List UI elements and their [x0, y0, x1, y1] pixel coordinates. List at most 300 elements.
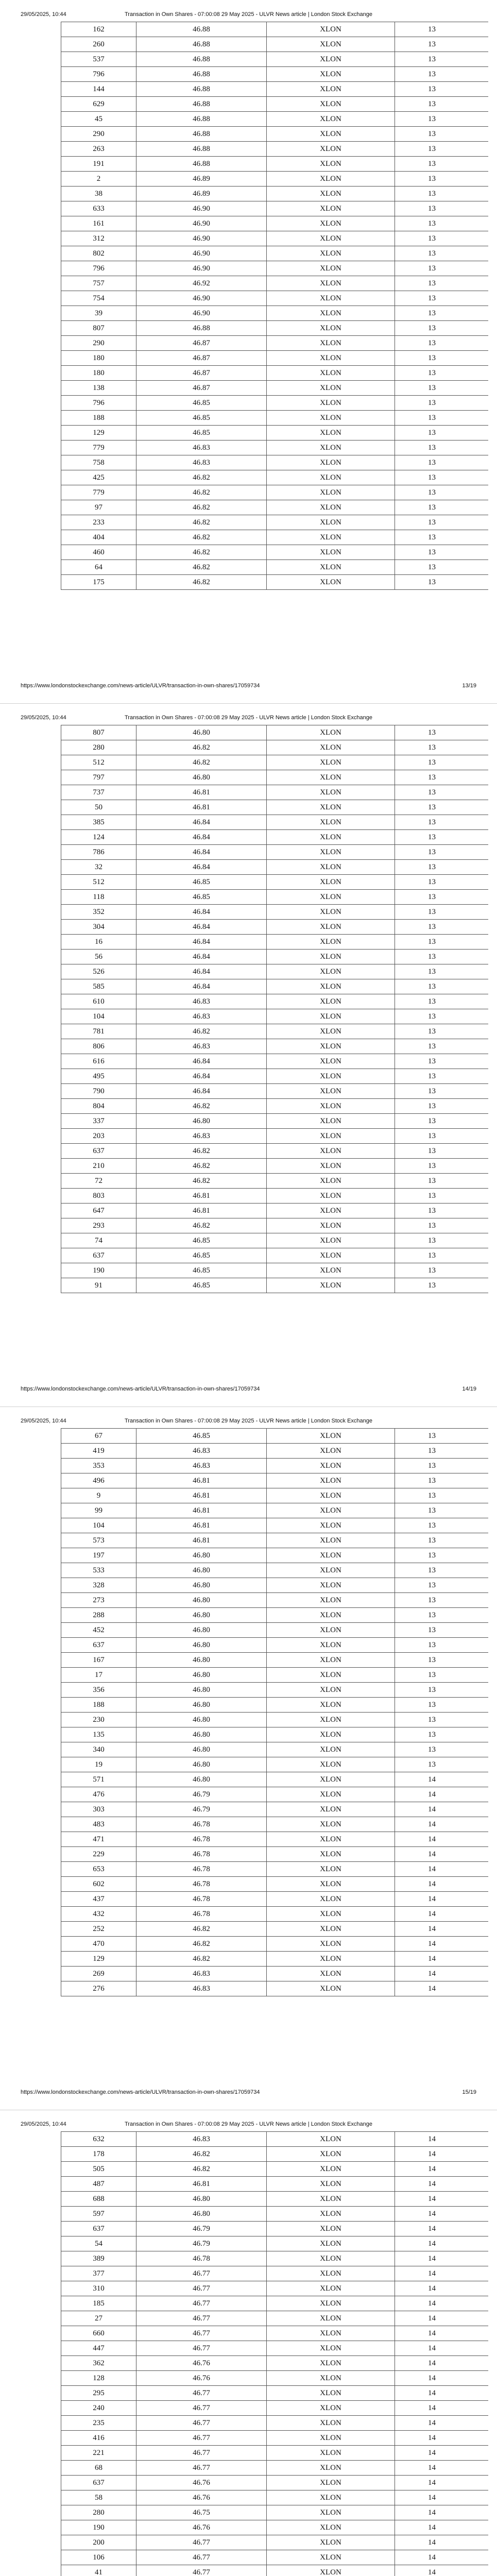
- price-cell: 46.77: [136, 2386, 267, 2401]
- volume-cell: 312: [61, 231, 136, 246]
- volume-cell: 50: [61, 800, 136, 815]
- volume-cell: 597: [61, 2207, 136, 2222]
- price-cell: 46.85: [136, 1278, 267, 1293]
- price-cell: 46.78: [136, 1832, 267, 1847]
- time-cell: 13: [395, 1608, 489, 1623]
- table-row: [61, 2207, 489, 2222]
- venue-cell: XLON: [267, 1488, 395, 1503]
- venue-cell: XLON: [267, 1429, 395, 1444]
- time-cell: 13: [395, 1114, 489, 1129]
- table-row: [61, 1981, 489, 1996]
- time-cell: 14: [395, 2177, 489, 2192]
- price-cell: 46.81: [136, 1204, 267, 1218]
- price-cell: 46.78: [136, 1892, 267, 1907]
- time-cell: 14: [395, 1847, 489, 1862]
- table-row: [61, 1742, 489, 1757]
- price-cell: 46.80: [136, 1668, 267, 1683]
- volume-cell: 353: [61, 1459, 136, 1473]
- volume-cell: 263: [61, 142, 136, 157]
- volume-cell: 425: [61, 470, 136, 485]
- table-row: [61, 411, 489, 426]
- volume-cell: 470: [61, 1937, 136, 1952]
- volume-cell: 106: [61, 2550, 136, 2565]
- price-cell: 46.90: [136, 306, 267, 321]
- volume-cell: 280: [61, 740, 136, 755]
- price-cell: 46.82: [136, 500, 267, 515]
- table-row: [61, 2147, 489, 2162]
- price-cell: 46.82: [136, 1024, 267, 1039]
- volume-cell: 337: [61, 1114, 136, 1129]
- venue-cell: XLON: [267, 1548, 395, 1563]
- time-cell: 14: [395, 1832, 489, 1847]
- table-row: [61, 351, 489, 366]
- table-row: [61, 1862, 489, 1877]
- venue-cell: XLON: [267, 1189, 395, 1204]
- volume-cell: 180: [61, 351, 136, 366]
- time-cell: 14: [395, 2401, 489, 2416]
- venue-cell: XLON: [267, 1248, 395, 1263]
- volume-cell: 602: [61, 1877, 136, 1892]
- price-cell: 46.75: [136, 2505, 267, 2520]
- venue-cell: XLON: [267, 2132, 395, 2147]
- time-cell: 13: [395, 1548, 489, 1563]
- price-cell: 46.80: [136, 1623, 267, 1638]
- time-cell: 13: [395, 1233, 489, 1248]
- price-cell: 46.77: [136, 2281, 267, 2296]
- price-cell: 46.82: [136, 1159, 267, 1174]
- time-cell: 13: [395, 411, 489, 426]
- volume-cell: 138: [61, 381, 136, 396]
- price-cell: 46.76: [136, 2476, 267, 2490]
- price-cell: 46.82: [136, 740, 267, 755]
- venue-cell: XLON: [267, 1787, 395, 1802]
- price-cell: 46.80: [136, 1757, 267, 1772]
- volume-cell: 512: [61, 755, 136, 770]
- price-cell: 46.80: [136, 1563, 267, 1578]
- price-cell: 46.82: [136, 515, 267, 530]
- volume-cell: 737: [61, 785, 136, 800]
- price-cell: 46.77: [136, 2326, 267, 2341]
- time-cell: 13: [395, 112, 489, 127]
- venue-cell: XLON: [267, 500, 395, 515]
- table-row: [61, 2296, 489, 2311]
- venue-cell: XLON: [267, 994, 395, 1009]
- time-cell: 14: [395, 1892, 489, 1907]
- price-cell: 46.77: [136, 2431, 267, 2446]
- volume-cell: 512: [61, 875, 136, 890]
- price-cell: 46.78: [136, 1877, 267, 1892]
- time-cell: 13: [395, 1024, 489, 1039]
- venue-cell: XLON: [267, 1952, 395, 1967]
- venue-cell: XLON: [267, 2401, 395, 2416]
- table-row: [61, 470, 489, 485]
- venue-cell: XLON: [267, 860, 395, 875]
- venue-cell: XLON: [267, 1578, 395, 1593]
- table-row: [61, 2386, 489, 2401]
- table-row: [61, 37, 489, 52]
- time-cell: 13: [395, 52, 489, 67]
- price-cell: 46.85: [136, 1233, 267, 1248]
- table-row: [61, 2177, 489, 2192]
- table-row: [61, 994, 489, 1009]
- table-row: [61, 2132, 489, 2147]
- volume-cell: 688: [61, 2192, 136, 2207]
- volume-cell: 460: [61, 545, 136, 560]
- price-cell: 46.77: [136, 2401, 267, 2416]
- table-row: [61, 1967, 489, 1981]
- page-number: 14/19: [462, 1386, 476, 1392]
- price-cell: 46.77: [136, 2446, 267, 2461]
- venue-cell: XLON: [267, 127, 395, 142]
- volume-cell: 505: [61, 2162, 136, 2177]
- price-cell: 46.88: [136, 82, 267, 97]
- table-row: [61, 1218, 489, 1233]
- volume-cell: 571: [61, 1772, 136, 1787]
- price-cell: 46.83: [136, 1129, 267, 1144]
- venue-cell: XLON: [267, 1653, 395, 1668]
- time-cell: 13: [395, 366, 489, 381]
- price-cell: 46.82: [136, 530, 267, 545]
- table-row: [61, 306, 489, 321]
- price-cell: 46.82: [136, 1218, 267, 1233]
- price-cell: 46.80: [136, 1772, 267, 1787]
- venue-cell: XLON: [267, 1024, 395, 1039]
- print-footer: [0, 683, 497, 691]
- time-cell: 13: [395, 1638, 489, 1653]
- price-cell: 46.80: [136, 1578, 267, 1593]
- table-row: [61, 1683, 489, 1698]
- price-cell: 46.78: [136, 1847, 267, 1862]
- time-cell: 13: [395, 396, 489, 411]
- price-cell: 46.85: [136, 411, 267, 426]
- price-cell: 46.82: [136, 575, 267, 590]
- page-number: 15/19: [462, 2089, 476, 2095]
- volume-cell: 273: [61, 1593, 136, 1608]
- price-cell: 46.82: [136, 1144, 267, 1159]
- transactions-table-wrapper: [61, 725, 488, 1366]
- venue-cell: XLON: [267, 1922, 395, 1937]
- time-cell: 14: [395, 2281, 489, 2296]
- venue-cell: XLON: [267, 1218, 395, 1233]
- time-cell: 13: [395, 935, 489, 950]
- venue-cell: XLON: [267, 979, 395, 994]
- volume-cell: 796: [61, 67, 136, 82]
- table-row: [61, 1952, 489, 1967]
- price-cell: 46.85: [136, 890, 267, 905]
- volume-cell: 758: [61, 455, 136, 470]
- price-cell: 46.82: [136, 545, 267, 560]
- price-cell: 46.84: [136, 905, 267, 920]
- price-cell: 46.81: [136, 1189, 267, 1204]
- table-row: [61, 231, 489, 246]
- time-cell: 14: [395, 2461, 489, 2476]
- table-row: [61, 1248, 489, 1263]
- table-row: [61, 920, 489, 935]
- table-row: [61, 1069, 489, 1084]
- time-cell: 13: [395, 82, 489, 97]
- time-cell: 13: [395, 740, 489, 755]
- time-cell: 13: [395, 1009, 489, 1024]
- transactions-table-wrapper: [61, 2131, 488, 2576]
- venue-cell: XLON: [267, 1503, 395, 1518]
- time-cell: 13: [395, 1099, 489, 1114]
- time-cell: 13: [395, 1593, 489, 1608]
- volume-cell: 135: [61, 1727, 136, 1742]
- venue-cell: XLON: [267, 1009, 395, 1024]
- venue-cell: XLON: [267, 2520, 395, 2535]
- volume-cell: 757: [61, 276, 136, 291]
- time-cell: 13: [395, 770, 489, 785]
- price-cell: 46.81: [136, 2177, 267, 2192]
- table-row: [61, 875, 489, 890]
- time-cell: 13: [395, 306, 489, 321]
- price-cell: 46.84: [136, 935, 267, 950]
- volume-cell: 74: [61, 1233, 136, 1248]
- table-row: [61, 1488, 489, 1503]
- print-header: [0, 715, 497, 723]
- venue-cell: XLON: [267, 1967, 395, 1981]
- time-cell: 14: [395, 2296, 489, 2311]
- table-row: [61, 890, 489, 905]
- volume-cell: 252: [61, 1922, 136, 1937]
- venue-cell: XLON: [267, 2296, 395, 2311]
- time-cell: 13: [395, 1069, 489, 1084]
- volume-cell: 290: [61, 127, 136, 142]
- print-header: [0, 2121, 497, 2129]
- table-row: [61, 1278, 489, 1293]
- table-row: [61, 1578, 489, 1593]
- price-cell: 46.80: [136, 770, 267, 785]
- venue-cell: XLON: [267, 2236, 395, 2251]
- table-row: [61, 2446, 489, 2461]
- time-cell: 13: [395, 321, 489, 336]
- time-cell: 13: [395, 381, 489, 396]
- time-cell: 13: [395, 875, 489, 890]
- time-cell: 13: [395, 97, 489, 112]
- time-cell: 13: [395, 470, 489, 485]
- venue-cell: XLON: [267, 2476, 395, 2490]
- price-cell: 46.90: [136, 246, 267, 261]
- price-cell: 46.84: [136, 860, 267, 875]
- print-footer: [0, 2089, 497, 2097]
- table-row: [61, 2222, 489, 2236]
- venue-cell: XLON: [267, 97, 395, 112]
- venue-cell: XLON: [267, 1069, 395, 1084]
- price-cell: 46.85: [136, 1248, 267, 1263]
- time-cell: 13: [395, 1204, 489, 1218]
- table-row: [61, 770, 489, 785]
- venue-cell: XLON: [267, 1174, 395, 1189]
- venue-cell: XLON: [267, 1233, 395, 1248]
- venue-cell: XLON: [267, 82, 395, 97]
- transactions-table: [61, 725, 488, 1293]
- time-cell: 14: [395, 2147, 489, 2162]
- volume-cell: 806: [61, 1039, 136, 1054]
- venue-cell: XLON: [267, 2490, 395, 2505]
- volume-cell: 389: [61, 2251, 136, 2266]
- venue-cell: XLON: [267, 1892, 395, 1907]
- time-cell: 14: [395, 1862, 489, 1877]
- volume-cell: 54: [61, 2236, 136, 2251]
- table-row: [61, 1727, 489, 1742]
- price-cell: 46.88: [136, 127, 267, 142]
- venue-cell: XLON: [267, 800, 395, 815]
- volume-cell: 19: [61, 1757, 136, 1772]
- volume-cell: 483: [61, 1817, 136, 1832]
- time-cell: 13: [395, 351, 489, 366]
- table-row: [61, 1847, 489, 1862]
- table-row: [61, 845, 489, 860]
- time-cell: 13: [395, 860, 489, 875]
- price-cell: 46.84: [136, 920, 267, 935]
- venue-cell: XLON: [267, 964, 395, 979]
- price-cell: 46.83: [136, 2132, 267, 2147]
- venue-cell: XLON: [267, 830, 395, 845]
- volume-cell: 637: [61, 2476, 136, 2490]
- venue-cell: XLON: [267, 1459, 395, 1473]
- table-row: [61, 2341, 489, 2356]
- time-cell: 13: [395, 231, 489, 246]
- table-row: [61, 800, 489, 815]
- table-row: [61, 276, 489, 291]
- time-cell: 14: [395, 2162, 489, 2177]
- price-cell: 46.84: [136, 815, 267, 830]
- time-cell: 13: [395, 815, 489, 830]
- time-cell: 13: [395, 216, 489, 231]
- venue-cell: XLON: [267, 440, 395, 455]
- table-row: [61, 1533, 489, 1548]
- time-cell: 13: [395, 1054, 489, 1069]
- price-cell: 46.84: [136, 979, 267, 994]
- time-cell: 14: [395, 1787, 489, 1802]
- venue-cell: XLON: [267, 2326, 395, 2341]
- table-row: [61, 1039, 489, 1054]
- venue-cell: XLON: [267, 785, 395, 800]
- price-cell: 46.89: [136, 172, 267, 187]
- table-row: [61, 815, 489, 830]
- transactions-table: [61, 1428, 488, 1996]
- time-cell: 13: [395, 1623, 489, 1638]
- volume-cell: 310: [61, 2281, 136, 2296]
- price-cell: 46.82: [136, 2147, 267, 2162]
- volume-cell: 585: [61, 979, 136, 994]
- table-row: [61, 22, 489, 37]
- price-cell: 46.83: [136, 1967, 267, 1981]
- volume-cell: 437: [61, 1892, 136, 1907]
- table-row: [61, 1668, 489, 1683]
- table-row: [61, 2371, 489, 2386]
- volume-cell: 304: [61, 920, 136, 935]
- time-cell: 14: [395, 2446, 489, 2461]
- table-row: [61, 2326, 489, 2341]
- table-row: [61, 396, 489, 411]
- venue-cell: XLON: [267, 2505, 395, 2520]
- time-cell: 13: [395, 1563, 489, 1578]
- price-cell: 46.82: [136, 1952, 267, 1967]
- venue-cell: XLON: [267, 845, 395, 860]
- price-cell: 46.77: [136, 2341, 267, 2356]
- time-cell: 13: [395, 830, 489, 845]
- volume-cell: 356: [61, 1683, 136, 1698]
- volume-cell: 190: [61, 2520, 136, 2535]
- table-row: [61, 426, 489, 440]
- time-cell: 13: [395, 920, 489, 935]
- transactions-table-wrapper: [61, 22, 488, 663]
- table-row: [61, 2550, 489, 2565]
- price-cell: 46.80: [136, 1653, 267, 1668]
- table-row: [61, 2476, 489, 2490]
- volume-cell: 200: [61, 2535, 136, 2550]
- price-cell: 46.76: [136, 2490, 267, 2505]
- volume-cell: 203: [61, 1129, 136, 1144]
- volume-cell: 797: [61, 770, 136, 785]
- time-cell: 13: [395, 127, 489, 142]
- price-cell: 46.80: [136, 1548, 267, 1563]
- venue-cell: XLON: [267, 905, 395, 920]
- venue-cell: XLON: [267, 396, 395, 411]
- time-cell: 13: [395, 261, 489, 276]
- table-row: [61, 2461, 489, 2476]
- venue-cell: XLON: [267, 2177, 395, 2192]
- table-row: [61, 560, 489, 575]
- table-row: [61, 1054, 489, 1069]
- price-cell: 46.81: [136, 1518, 267, 1533]
- venue-cell: XLON: [267, 2281, 395, 2296]
- venue-cell: XLON: [267, 2207, 395, 2222]
- volume-cell: 533: [61, 1563, 136, 1578]
- volume-cell: 191: [61, 157, 136, 172]
- table-row: [61, 261, 489, 276]
- volume-cell: 129: [61, 426, 136, 440]
- time-cell: 14: [395, 2535, 489, 2550]
- venue-cell: XLON: [267, 67, 395, 82]
- volume-cell: 67: [61, 1429, 136, 1444]
- time-cell: 14: [395, 1922, 489, 1937]
- venue-cell: XLON: [267, 2416, 395, 2431]
- price-cell: 46.81: [136, 800, 267, 815]
- price-cell: 46.84: [136, 1069, 267, 1084]
- table-row: [61, 1009, 489, 1024]
- volume-cell: 17: [61, 1668, 136, 1683]
- volume-cell: 68: [61, 2461, 136, 2476]
- venue-cell: XLON: [267, 157, 395, 172]
- venue-cell: XLON: [267, 246, 395, 261]
- price-cell: 46.90: [136, 291, 267, 306]
- volume-cell: 128: [61, 2371, 136, 2386]
- venue-cell: XLON: [267, 1114, 395, 1129]
- volume-cell: 276: [61, 1981, 136, 1996]
- venue-cell: XLON: [267, 470, 395, 485]
- volume-cell: 144: [61, 82, 136, 97]
- venue-cell: XLON: [267, 530, 395, 545]
- print-url: https://www.londonstockexchange.com/news-article/ULVR/transaction-in-own-shares/17059734: [21, 1386, 260, 1392]
- volume-cell: 476: [61, 1787, 136, 1802]
- print-datetime: 29/05/2025, 10:44: [21, 11, 66, 18]
- time-cell: 14: [395, 2550, 489, 2565]
- price-cell: 46.85: [136, 1429, 267, 1444]
- volume-cell: 9: [61, 1488, 136, 1503]
- time-cell: 13: [395, 1039, 489, 1054]
- time-cell: 13: [395, 1444, 489, 1459]
- time-cell: 14: [395, 2341, 489, 2356]
- table-row: [61, 291, 489, 306]
- venue-cell: XLON: [267, 276, 395, 291]
- venue-cell: XLON: [267, 306, 395, 321]
- price-cell: 46.82: [136, 755, 267, 770]
- volume-cell: 786: [61, 845, 136, 860]
- time-cell: 14: [395, 2371, 489, 2386]
- price-cell: 46.87: [136, 381, 267, 396]
